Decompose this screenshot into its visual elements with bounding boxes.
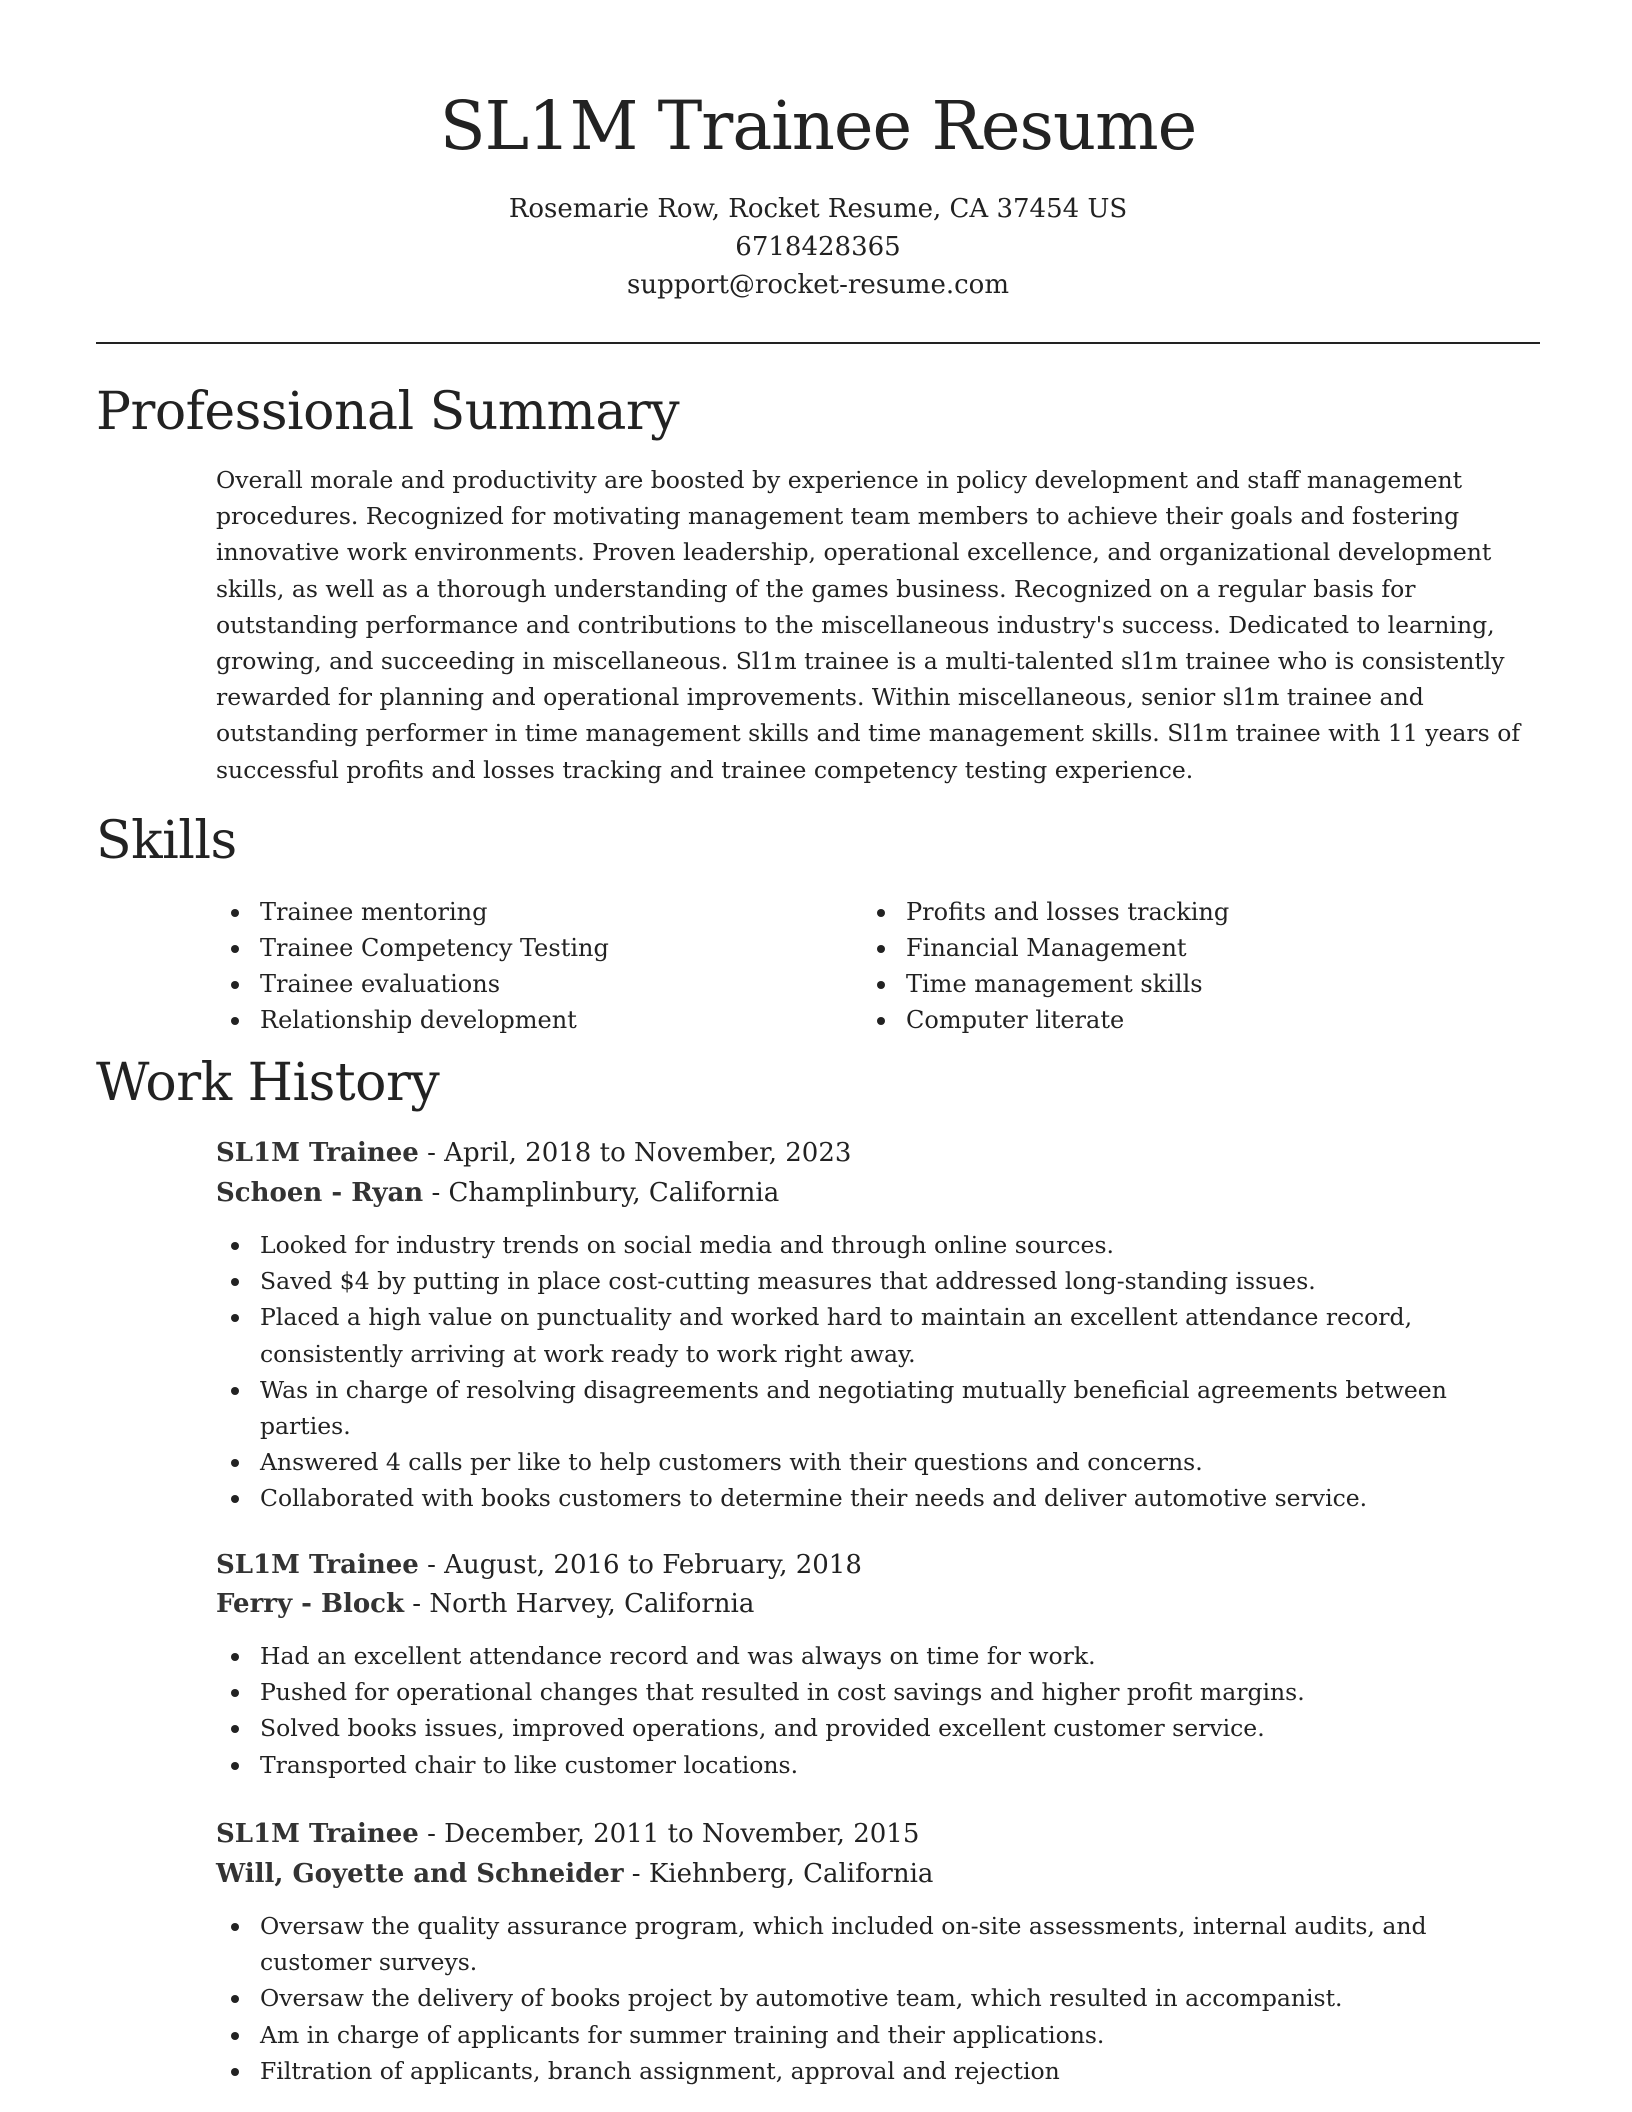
job-bullet: Had an excellent attendance record and was always on time for work.: [216, 1638, 1540, 1674]
job-company: Will, Goyette and Schneider: [216, 1859, 624, 1889]
skill-item: Financial Management: [862, 930, 1502, 966]
skills-list-right: [862, 894, 1502, 1038]
job-bullet: Saved $4 by putting in place cost-cutting measures that addressed long-standing issues.: [216, 1263, 1540, 1299]
job-company: Ferry - Block: [216, 1589, 405, 1619]
skill-item: Profits and losses tracking: [862, 894, 1502, 930]
work-history-heading: Work History: [96, 1053, 440, 1113]
job-role: SL1M Trainee: [216, 1819, 419, 1849]
contact-block: [96, 190, 1540, 304]
job-company-line: [216, 1584, 754, 1624]
skill-item: Time management skills: [862, 966, 1502, 1002]
skills-heading: Skills: [96, 811, 237, 871]
job-bullet: Pushed for operational changes that resulted in cost savings and higher profit margins.: [216, 1674, 1540, 1710]
job-bullets: [216, 1227, 1540, 1517]
job-dates: - August, 2016 to February, 2018: [418, 1550, 862, 1580]
job-bullet: Oversaw the delivery of books project by automotive team, which resulted in accompanist.: [216, 1980, 1540, 2016]
job-bullet: Was in charge of resolving disagreements and negotiating mutually beneficial agreements between parties.: [216, 1372, 1540, 1444]
job-title-line: [216, 1814, 919, 1854]
job-dates: - April, 2018 to November, 2023: [418, 1138, 852, 1168]
phone: 6718428365: [735, 232, 901, 262]
job-bullet: Answered 4 calls per like to help customers with their questions and concerns.: [216, 1444, 1540, 1480]
job-company: Schoen - Ryan: [216, 1178, 424, 1208]
skill-item: Trainee evaluations: [216, 966, 856, 1002]
job-location: - North Harvey, California: [404, 1589, 755, 1619]
skill-item: Computer literate: [862, 1002, 1502, 1038]
job-bullet: Looked for industry trends on social media and through online sources.: [216, 1227, 1540, 1263]
header-divider: [96, 342, 1540, 344]
summary-text: Overall morale and productivity are boosted by experience in policy development and staff management procedures. Recognized for motivating management team members to achieve their goals and fostering innovative work environments. Proven leadership, operational excellence, and organizational development skills, as well as a thorough understanding of the games business. Recognized on a regular basis for outstanding performance and contributions to the miscellaneous industry's success. Dedicated to learning, growing, and succeeding in miscellaneous. Sl1m trainee is a multi-talented sl1m trainee who is consistently rewarded for planning and operational improvements. Within miscellaneous, senior sl1m trainee and outstanding performer in time management skills and time management skills. Sl1m trainee with 11 years of successful profits and losses tracking and trainee competency testing experience.: [216, 466, 1521, 784]
job-bullet: Oversaw the quality assurance program, which included on-site assessments, internal audits, and customer surveys.: [216, 1908, 1540, 1980]
job-company-line: [216, 1173, 779, 1213]
job-role: SL1M Trainee: [216, 1138, 419, 1168]
job-bullets: [216, 1638, 1540, 1783]
resume-title: SL1M Trainee Resume: [439, 87, 1197, 165]
job-bullet: Collaborated with books customers to determine their needs and deliver automotive service.: [216, 1480, 1540, 1516]
job-dates: - December, 2011 to November, 2015: [418, 1819, 920, 1849]
skill-item: Trainee Competency Testing: [216, 930, 856, 966]
skill-item: Relationship development: [216, 1002, 856, 1038]
job-location: - Kiehnberg, California: [623, 1859, 934, 1889]
job-bullet: Am in charge of applicants for summer training and their applications.: [216, 2017, 1540, 2053]
job-bullet: Placed a high value on punctuality and worked hard to maintain an excellent attendance record, consistently arriving at work ready to work right away.: [216, 1299, 1540, 1371]
address: Rosemarie Row, Rocket Resume, CA 37454 US: [508, 194, 1128, 224]
job-bullets: [216, 1908, 1540, 2089]
job-bullet: Solved books issues, improved operations, and provided excellent customer service.: [216, 1710, 1540, 1746]
job-location: - Champlinbury, California: [423, 1178, 780, 1208]
job-company-line: [216, 1854, 933, 1894]
job-role: SL1M Trainee: [216, 1550, 419, 1580]
job-title-line: [216, 1545, 862, 1585]
skill-item: Trainee mentoring: [216, 894, 856, 930]
job-title-line: [216, 1133, 851, 1173]
email: support@rocket-resume.com: [626, 270, 1009, 300]
summary-heading: Professional Summary: [96, 382, 680, 442]
job-bullet: Transported chair to like customer locations.: [216, 1747, 1540, 1783]
job-bullet: Filtration of applicants, branch assignment, approval and rejection: [216, 2053, 1540, 2089]
skills-list-left: [216, 894, 856, 1038]
